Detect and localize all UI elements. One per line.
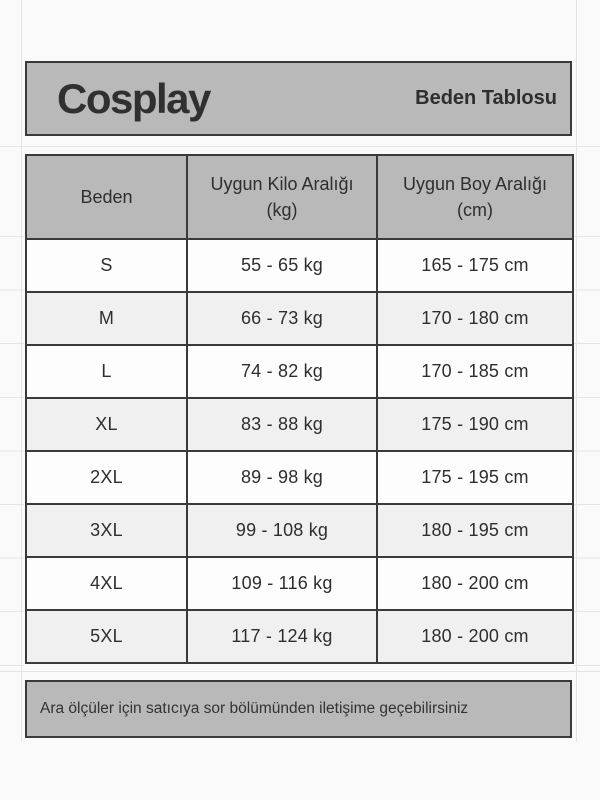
height-cell: 165 - 175 cm — [377, 239, 573, 292]
column-header-weight — [187, 155, 377, 239]
weight-cell: 74 - 82 kg — [187, 345, 377, 398]
gridline-horizontal-bottom — [0, 671, 600, 672]
column-header-size-label: Beden — [80, 186, 133, 207]
table-row — [26, 345, 573, 398]
height-cell: 170 - 185 cm — [377, 345, 573, 398]
weight-cell: 99 - 108 kg — [187, 504, 377, 557]
weight-cell: 55 - 65 kg — [187, 239, 377, 292]
size-cell: 5XL — [26, 610, 187, 663]
gridline-horizontal-top — [0, 146, 600, 147]
table-row — [26, 398, 573, 451]
size-table — [25, 154, 574, 664]
size-cell: S — [26, 239, 187, 292]
column-header-height — [377, 155, 573, 239]
column-header-height-unit: (cm) — [457, 200, 493, 220]
column-header-height-label: Uygun Boy Aralığı — [402, 173, 548, 194]
table-row — [26, 292, 573, 345]
height-cell: 175 - 190 cm — [377, 398, 573, 451]
gridline-row-marks-right — [574, 236, 600, 666]
weight-cell: 109 - 116 kg — [187, 557, 377, 610]
size-cell: 3XL — [26, 504, 187, 557]
column-header-weight-unit: (kg) — [266, 200, 298, 220]
height-cell: 170 - 180 cm — [377, 292, 573, 345]
table-row — [26, 451, 573, 504]
height-cell: 175 - 195 cm — [377, 451, 573, 504]
header-bar — [25, 61, 572, 136]
footer-bar — [25, 680, 572, 738]
column-header-weight-label: Uygun Kilo Aralığı — [210, 173, 354, 194]
brand-logo: Cosplay — [57, 74, 210, 122]
table-row — [26, 557, 573, 610]
table-header-row — [26, 155, 573, 239]
weight-cell: 66 - 73 kg — [187, 292, 377, 345]
height-cell: 180 - 200 cm — [377, 557, 573, 610]
weight-cell: 83 - 88 kg — [187, 398, 377, 451]
page-title: Beden Tablosu — [415, 87, 557, 109]
height-cell: 180 - 195 cm — [377, 504, 573, 557]
size-cell: 4XL — [26, 557, 187, 610]
size-cell: XL — [26, 398, 187, 451]
size-cell: L — [26, 345, 187, 398]
table-row — [26, 239, 573, 292]
weight-cell: 89 - 98 kg — [187, 451, 377, 504]
column-header-size — [26, 155, 187, 239]
table-row — [26, 610, 573, 663]
height-cell: 180 - 200 cm — [377, 610, 573, 663]
gridline-row-marks-left — [0, 236, 24, 666]
table-row — [26, 504, 573, 557]
weight-cell: 117 - 124 kg — [187, 610, 377, 663]
footer-note: Ara ölçüler için satıcıya sor bölümünden iletişime geçebilirsiniz — [40, 700, 469, 717]
size-cell: 2XL — [26, 451, 187, 504]
size-cell: M — [26, 292, 187, 345]
